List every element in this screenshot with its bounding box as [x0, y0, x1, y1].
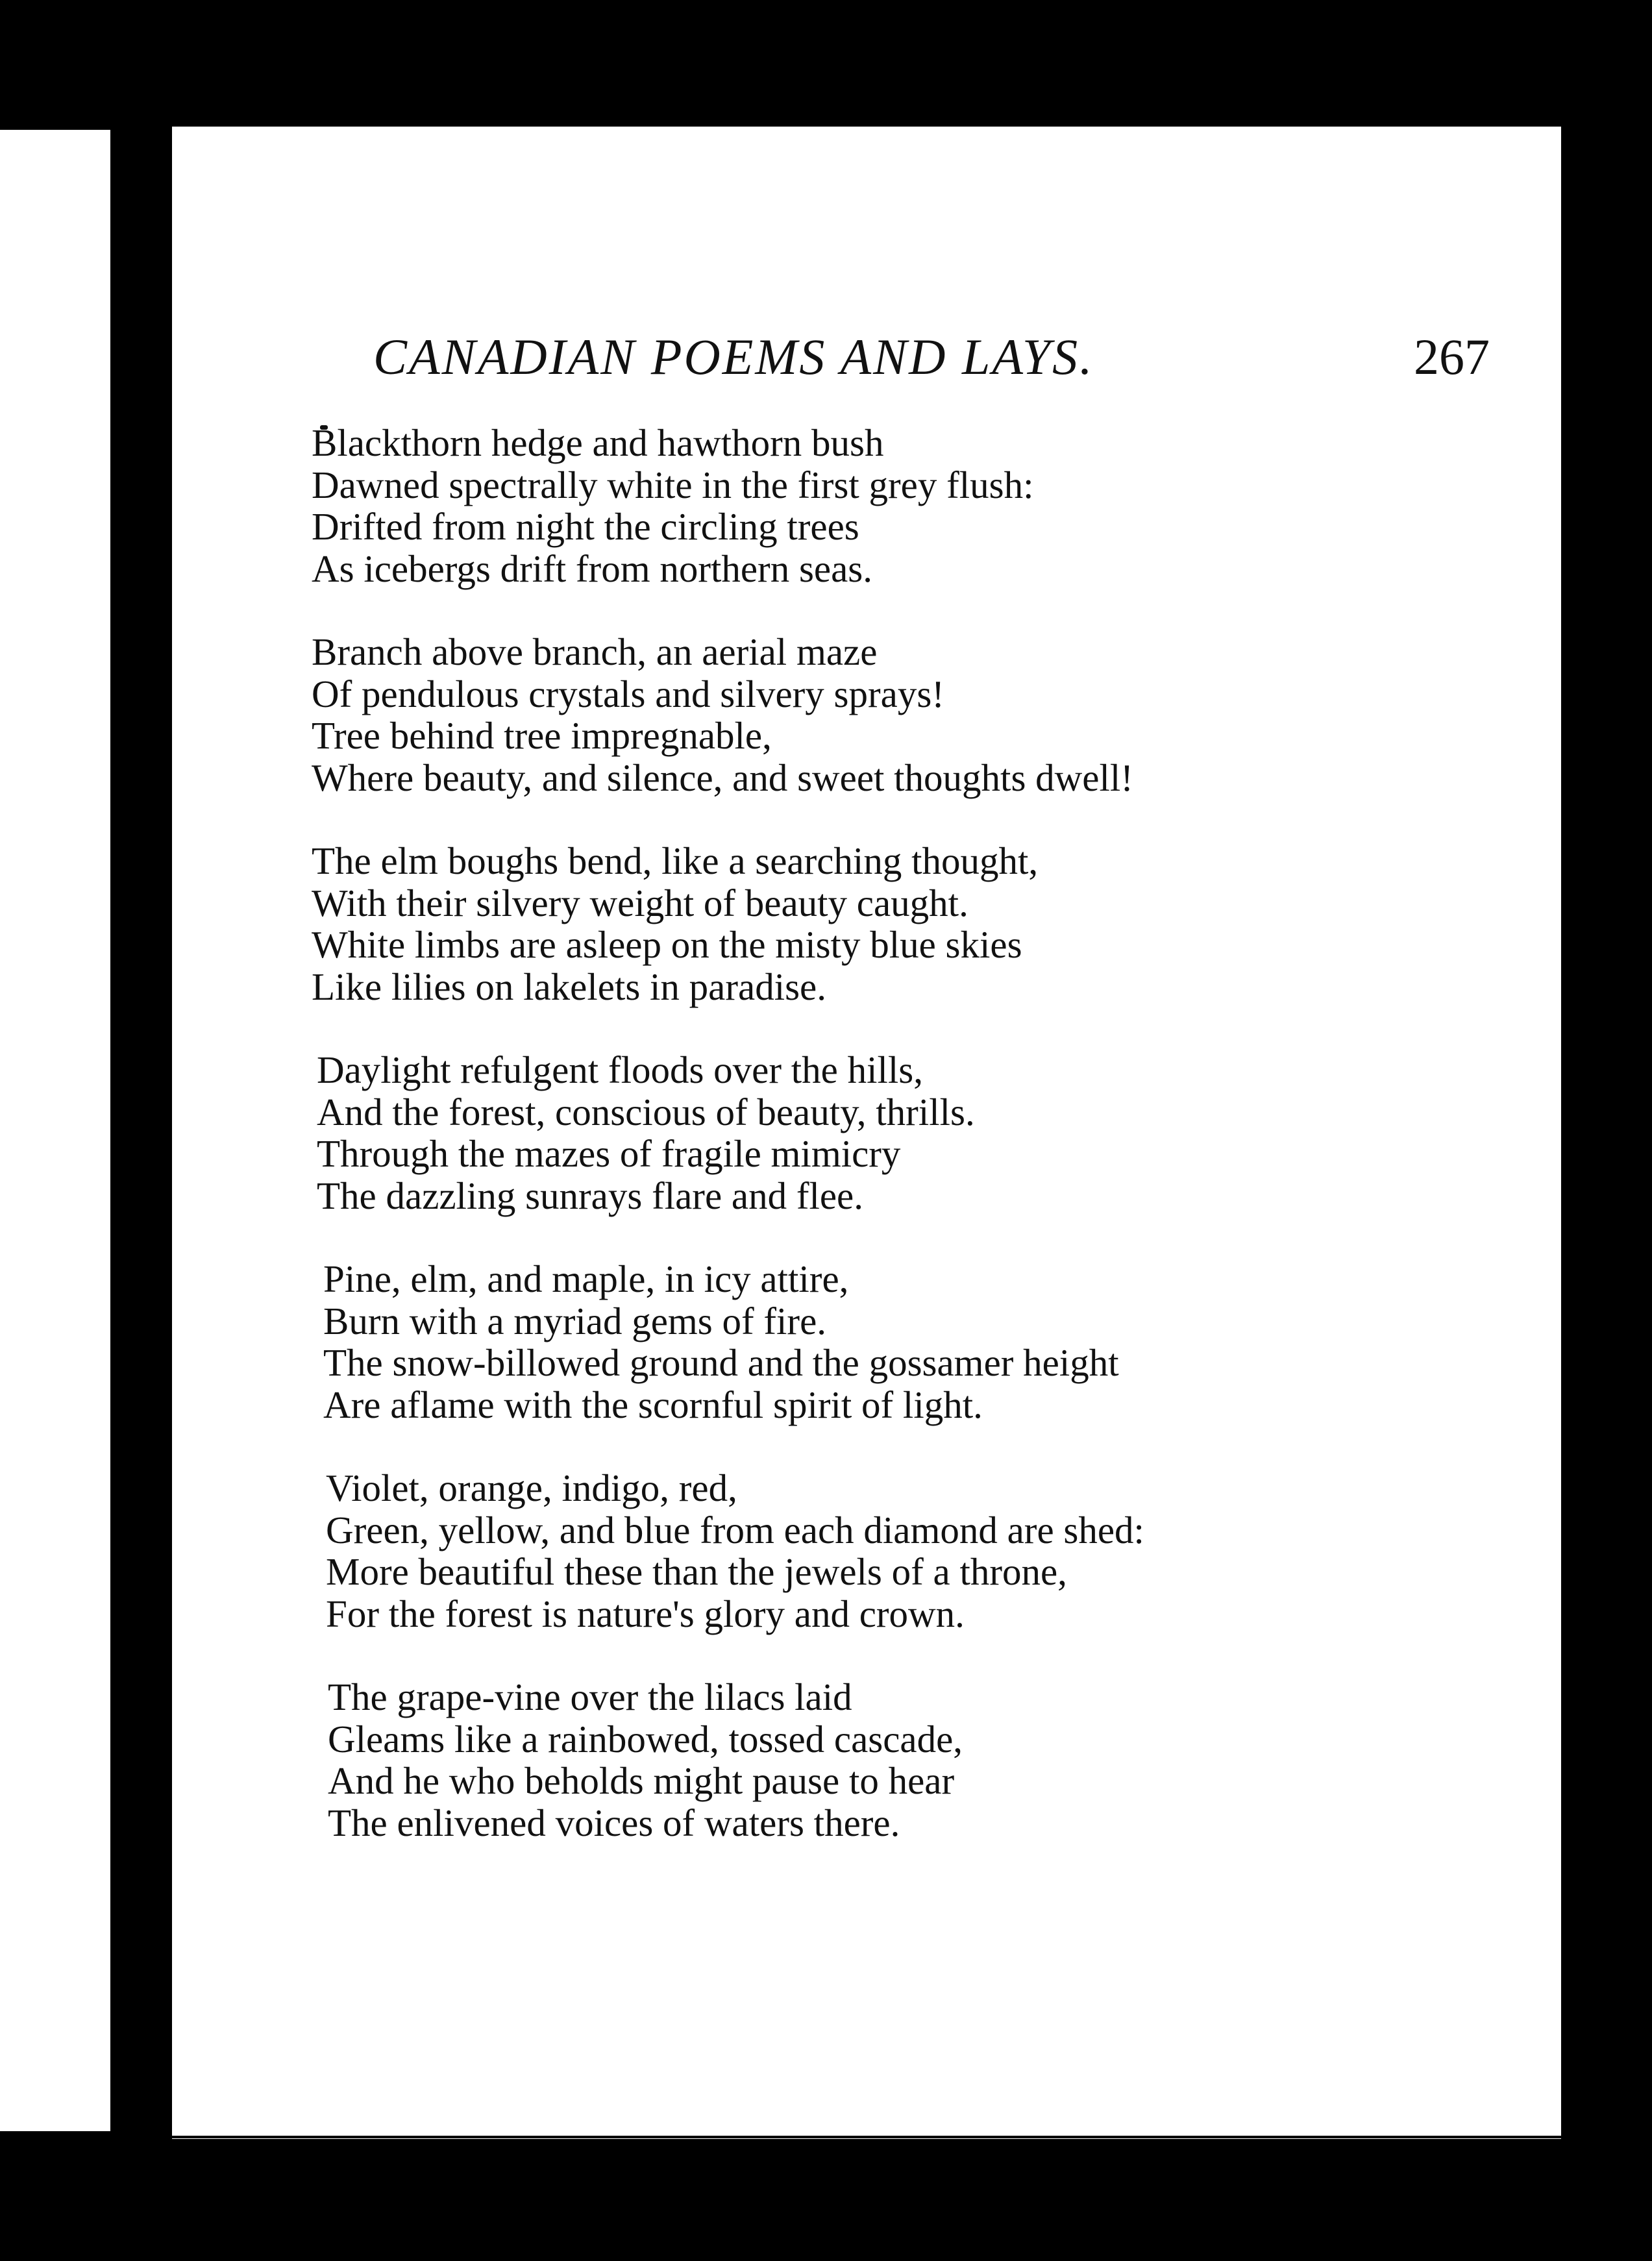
verse-line: Like lilies on lakelets in paradise. — [312, 965, 826, 1008]
verse-line: More beautiful these than the jewels of a throne, — [326, 1550, 1067, 1593]
poem-body — [312, 422, 1480, 1885]
verse-line: The snow-billowed ground and the gossamer height — [323, 1341, 1119, 1384]
verse-line: Dawned spectrally white in the first grey flush: — [312, 463, 1034, 506]
verse-line: The enlivened voices of waters there. — [328, 1801, 900, 1844]
page-sheet — [172, 127, 1561, 2139]
verse-line: The elm boughs bend, like a searching thought, — [312, 839, 1039, 882]
stanza — [312, 1258, 1480, 1426]
stanza — [312, 840, 1480, 1007]
page-number: 267 — [1414, 328, 1490, 385]
verse-line: Branch above branch, an aerial maze — [312, 630, 878, 673]
verse-line: The dazzling sunrays flare and flee. — [317, 1174, 863, 1217]
verse-line: Of pendulous crystals and silvery sprays! — [312, 672, 944, 715]
running-head — [373, 328, 1490, 406]
verse-line: Burn with a myriad gems of fire. — [323, 1299, 827, 1342]
verse-line: Daylight refulgent floods over the hills, — [317, 1048, 923, 1091]
verse-line: Through the mazes of fragile mimicry — [317, 1132, 901, 1175]
running-title: CANADIAN POEMS AND LAYS. — [373, 328, 1094, 385]
stanza — [312, 422, 1480, 589]
verse-line: And he who beholds might pause to hear — [328, 1759, 955, 1802]
book-gutter — [110, 123, 172, 2142]
stanza — [312, 631, 1480, 798]
stanza — [312, 1467, 1480, 1635]
left-page-edge — [0, 130, 110, 2131]
verse-line: And the forest, conscious of beauty, thrills. — [317, 1090, 975, 1133]
verse-line: As icebergs drift from northern seas. — [312, 547, 872, 590]
stanza — [312, 1049, 1480, 1217]
verse-line: Pine, elm, and maple, in icy attire, — [323, 1257, 849, 1300]
verse-line: Violet, orange, indigo, red, — [326, 1466, 737, 1509]
verse-line: With their silvery weight of beauty caught. — [312, 881, 968, 924]
verse-line: For the forest is nature's glory and crown. — [326, 1592, 965, 1635]
verse-line: The grape-vine over the lilacs laid — [328, 1675, 852, 1718]
verse-line: Tree behind tree impregnable, — [312, 714, 772, 757]
stanza — [312, 1676, 1480, 1844]
verse-line: Are aflame with the scornful spirit of light. — [323, 1383, 983, 1426]
verse-line: Drifted from night the circling trees — [312, 505, 859, 548]
verse-line: Gleams like a rainbowed, tossed cascade, — [328, 1717, 963, 1761]
verse-line: Blackthorn hedge and hawthorn bush — [312, 421, 884, 464]
verse-line: Where beauty, and silence, and sweet thoughts dwell! — [312, 756, 1133, 799]
page-bottom-edge — [172, 2136, 1561, 2138]
verse-line: White limbs are asleep on the misty blue skies — [312, 923, 1022, 966]
verse-line: Green, yellow, and blue from each diamond are shed: — [326, 1508, 1144, 1551]
